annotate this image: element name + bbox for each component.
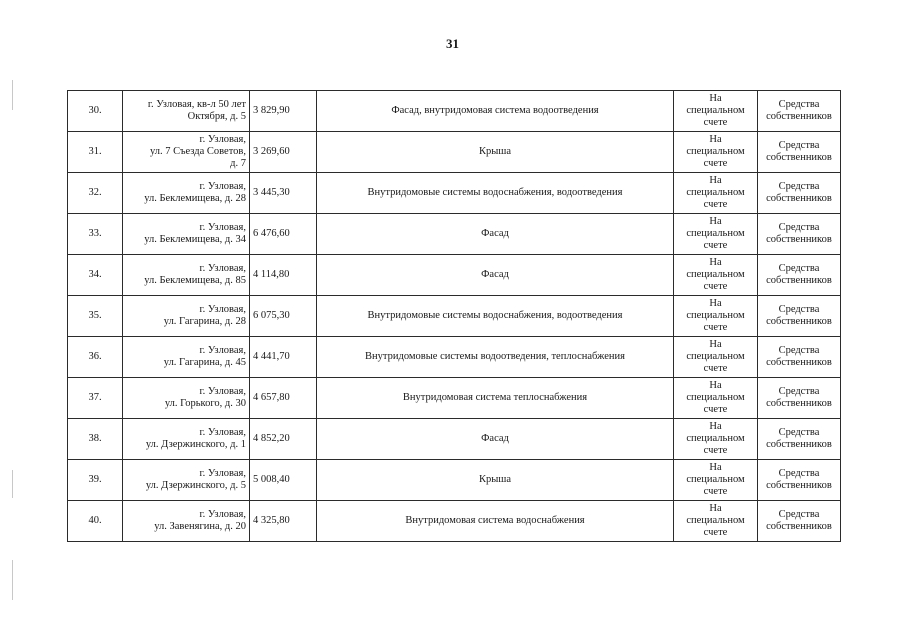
table-row xyxy=(68,337,841,378)
address-line: Октября, д. 5 xyxy=(187,111,246,122)
funding-source-line: Средства xyxy=(778,427,820,438)
funding-source-line: Средства xyxy=(778,468,820,479)
work-type: Крыша xyxy=(317,460,674,501)
row-number: 36. xyxy=(68,337,123,378)
fund-method-line: специальном xyxy=(686,310,745,321)
fund-method-line: счете xyxy=(703,527,728,538)
row-number: 30. xyxy=(68,91,123,132)
fund-method-line: специальном xyxy=(686,392,745,403)
work-type: Внутридомовые системы водоснабжения, водоотведения xyxy=(317,173,674,214)
row-number: 35. xyxy=(68,296,123,337)
fund-method-line: счете xyxy=(703,117,728,128)
address xyxy=(123,255,250,296)
address xyxy=(123,460,250,501)
area-value: 4 114,80 xyxy=(250,255,317,296)
row-number: 39. xyxy=(68,460,123,501)
address-line: ул. Завенягина, д. 20 xyxy=(154,521,246,532)
fund-method-line: На xyxy=(709,503,722,514)
fund-method-line: счете xyxy=(703,281,728,292)
address-line: г. Узловая, xyxy=(199,304,246,315)
fund-method-line: На xyxy=(709,380,722,391)
address-line: г. Узловая, xyxy=(199,263,246,274)
address-line: ул. Гагарина, д. 45 xyxy=(163,357,246,368)
funding-source xyxy=(758,132,841,173)
funding-source-line: собственников xyxy=(766,234,832,245)
address-line: ул. Дзержинского, д. 5 xyxy=(145,480,246,491)
area-value: 3 445,30 xyxy=(250,173,317,214)
scan-margin-mark xyxy=(12,470,13,498)
repair-plan-table xyxy=(67,90,841,542)
fund-method xyxy=(674,419,758,460)
row-number: 33. xyxy=(68,214,123,255)
funding-source xyxy=(758,419,841,460)
fund-method-line: специальном xyxy=(686,228,745,239)
address-line: г. Узловая, xyxy=(199,468,246,479)
funding-source xyxy=(758,214,841,255)
table-row xyxy=(68,378,841,419)
address xyxy=(123,214,250,255)
funding-source-line: Средства xyxy=(778,263,820,274)
scan-margin-mark xyxy=(12,80,13,110)
funding-source-line: собственников xyxy=(766,357,832,368)
fund-method xyxy=(674,173,758,214)
address-line: д. 7 xyxy=(230,158,246,169)
fund-method-line: специальном xyxy=(686,146,745,157)
address xyxy=(123,501,250,542)
row-number: 40. xyxy=(68,501,123,542)
table-row xyxy=(68,501,841,542)
fund-method-line: На xyxy=(709,134,722,145)
row-number: 37. xyxy=(68,378,123,419)
area-value: 5 008,40 xyxy=(250,460,317,501)
address xyxy=(123,337,250,378)
address xyxy=(123,173,250,214)
address-line: ул. Беклемищева, д. 28 xyxy=(144,193,246,204)
fund-method-line: На xyxy=(709,216,722,227)
funding-source-line: собственников xyxy=(766,193,832,204)
funding-source-line: собственников xyxy=(766,521,832,532)
row-number: 34. xyxy=(68,255,123,296)
work-type: Фасад, внутридомовая система водоотведения xyxy=(317,91,674,132)
funding-source xyxy=(758,378,841,419)
fund-method-line: счете xyxy=(703,363,728,374)
address-line: ул. Беклемищева, д. 85 xyxy=(144,275,246,286)
table-row xyxy=(68,460,841,501)
work-type: Крыша xyxy=(317,132,674,173)
funding-source-line: Средства xyxy=(778,99,820,110)
funding-source-line: Средства xyxy=(778,140,820,151)
funding-source-line: Средства xyxy=(778,222,820,233)
funding-source xyxy=(758,255,841,296)
work-type: Внутридомовая система водоснабжения xyxy=(317,501,674,542)
address-line: ул. Гагарина, д. 28 xyxy=(163,316,246,327)
fund-method-line: На xyxy=(709,298,722,309)
area-value: 3 269,60 xyxy=(250,132,317,173)
funding-source-line: собственников xyxy=(766,111,832,122)
fund-method-line: счете xyxy=(703,404,728,415)
fund-method-line: счете xyxy=(703,199,728,210)
page-number: 31 xyxy=(446,36,459,51)
funding-source xyxy=(758,296,841,337)
address xyxy=(123,296,250,337)
address-line: ул. 7 Съезда Советов, xyxy=(149,146,246,157)
work-type: Фасад xyxy=(317,419,674,460)
funding-source xyxy=(758,337,841,378)
address-line: ул. Беклемищева, д. 34 xyxy=(144,234,246,245)
fund-method-line: специальном xyxy=(686,351,745,362)
area-value: 4 657,80 xyxy=(250,378,317,419)
table-row xyxy=(68,132,841,173)
fund-method-line: На xyxy=(709,93,722,104)
address xyxy=(123,419,250,460)
address xyxy=(123,91,250,132)
fund-method xyxy=(674,337,758,378)
fund-method xyxy=(674,255,758,296)
fund-method-line: специальном xyxy=(686,187,745,198)
work-type: Внутридомовые системы водоотведения, теплоснабжения xyxy=(317,337,674,378)
fund-method xyxy=(674,214,758,255)
area-value: 4 852,20 xyxy=(250,419,317,460)
work-type: Внутридомовая система теплоснабжения xyxy=(317,378,674,419)
work-type: Фасад xyxy=(317,214,674,255)
address-line: г. Узловая, xyxy=(199,222,246,233)
fund-method xyxy=(674,132,758,173)
funding-source-line: Средства xyxy=(778,386,820,397)
area-value: 6 476,60 xyxy=(250,214,317,255)
funding-source-line: Средства xyxy=(778,345,820,356)
funding-source-line: Средства xyxy=(778,304,820,315)
fund-method-line: счете xyxy=(703,240,728,251)
work-type: Внутридомовые системы водоснабжения, водоотведения xyxy=(317,296,674,337)
address xyxy=(123,132,250,173)
fund-method-line: специальном xyxy=(686,474,745,485)
funding-source xyxy=(758,460,841,501)
funding-source-line: собственников xyxy=(766,316,832,327)
address-line: г. Узловая, xyxy=(199,181,246,192)
area-value: 4 325,80 xyxy=(250,501,317,542)
table-row xyxy=(68,214,841,255)
funding-source-line: собственников xyxy=(766,480,832,491)
fund-method-line: На xyxy=(709,462,722,473)
address-line: г. Узловая, кв-л 50 лет xyxy=(147,99,246,110)
address-line: г. Узловая, xyxy=(199,386,246,397)
fund-method xyxy=(674,296,758,337)
fund-method-line: счете xyxy=(703,158,728,169)
funding-source xyxy=(758,501,841,542)
scan-margin-mark xyxy=(12,560,13,600)
area-value: 3 829,90 xyxy=(250,91,317,132)
fund-method-line: специальном xyxy=(686,269,745,280)
address-line: г. Узловая, xyxy=(199,134,246,145)
fund-method-line: счете xyxy=(703,486,728,497)
row-number: 31. xyxy=(68,132,123,173)
funding-source-line: Средства xyxy=(778,509,820,520)
fund-method xyxy=(674,91,758,132)
area-value: 4 441,70 xyxy=(250,337,317,378)
funding-source xyxy=(758,91,841,132)
fund-method-line: счете xyxy=(703,445,728,456)
fund-method xyxy=(674,378,758,419)
fund-method-line: специальном xyxy=(686,433,745,444)
funding-source-line: собственников xyxy=(766,275,832,286)
area-value: 6 075,30 xyxy=(250,296,317,337)
table-row xyxy=(68,419,841,460)
row-number: 32. xyxy=(68,173,123,214)
fund-method-line: На xyxy=(709,421,722,432)
fund-method-line: специальном xyxy=(686,515,745,526)
funding-source-line: Средства xyxy=(778,181,820,192)
fund-method xyxy=(674,460,758,501)
table-row xyxy=(68,296,841,337)
address xyxy=(123,378,250,419)
fund-method-line: счете xyxy=(703,322,728,333)
funding-source-line: собственников xyxy=(766,439,832,450)
funding-source-line: собственников xyxy=(766,152,832,163)
fund-method-line: На xyxy=(709,257,722,268)
address-line: ул. Дзержинского, д. 1 xyxy=(145,439,246,450)
fund-method-line: На xyxy=(709,339,722,350)
funding-source-line: собственников xyxy=(766,398,832,409)
fund-method-line: специальном xyxy=(686,105,745,116)
table-row xyxy=(68,173,841,214)
address-line: ул. Горького, д. 30 xyxy=(164,398,246,409)
table-row xyxy=(68,255,841,296)
address-line: г. Узловая, xyxy=(199,345,246,356)
row-number: 38. xyxy=(68,419,123,460)
address-line: г. Узловая, xyxy=(199,509,246,520)
table-body xyxy=(68,91,841,542)
address-line: г. Узловая, xyxy=(199,427,246,438)
work-type: Фасад xyxy=(317,255,674,296)
table-row xyxy=(68,91,841,132)
fund-method xyxy=(674,501,758,542)
funding-source xyxy=(758,173,841,214)
fund-method-line: На xyxy=(709,175,722,186)
